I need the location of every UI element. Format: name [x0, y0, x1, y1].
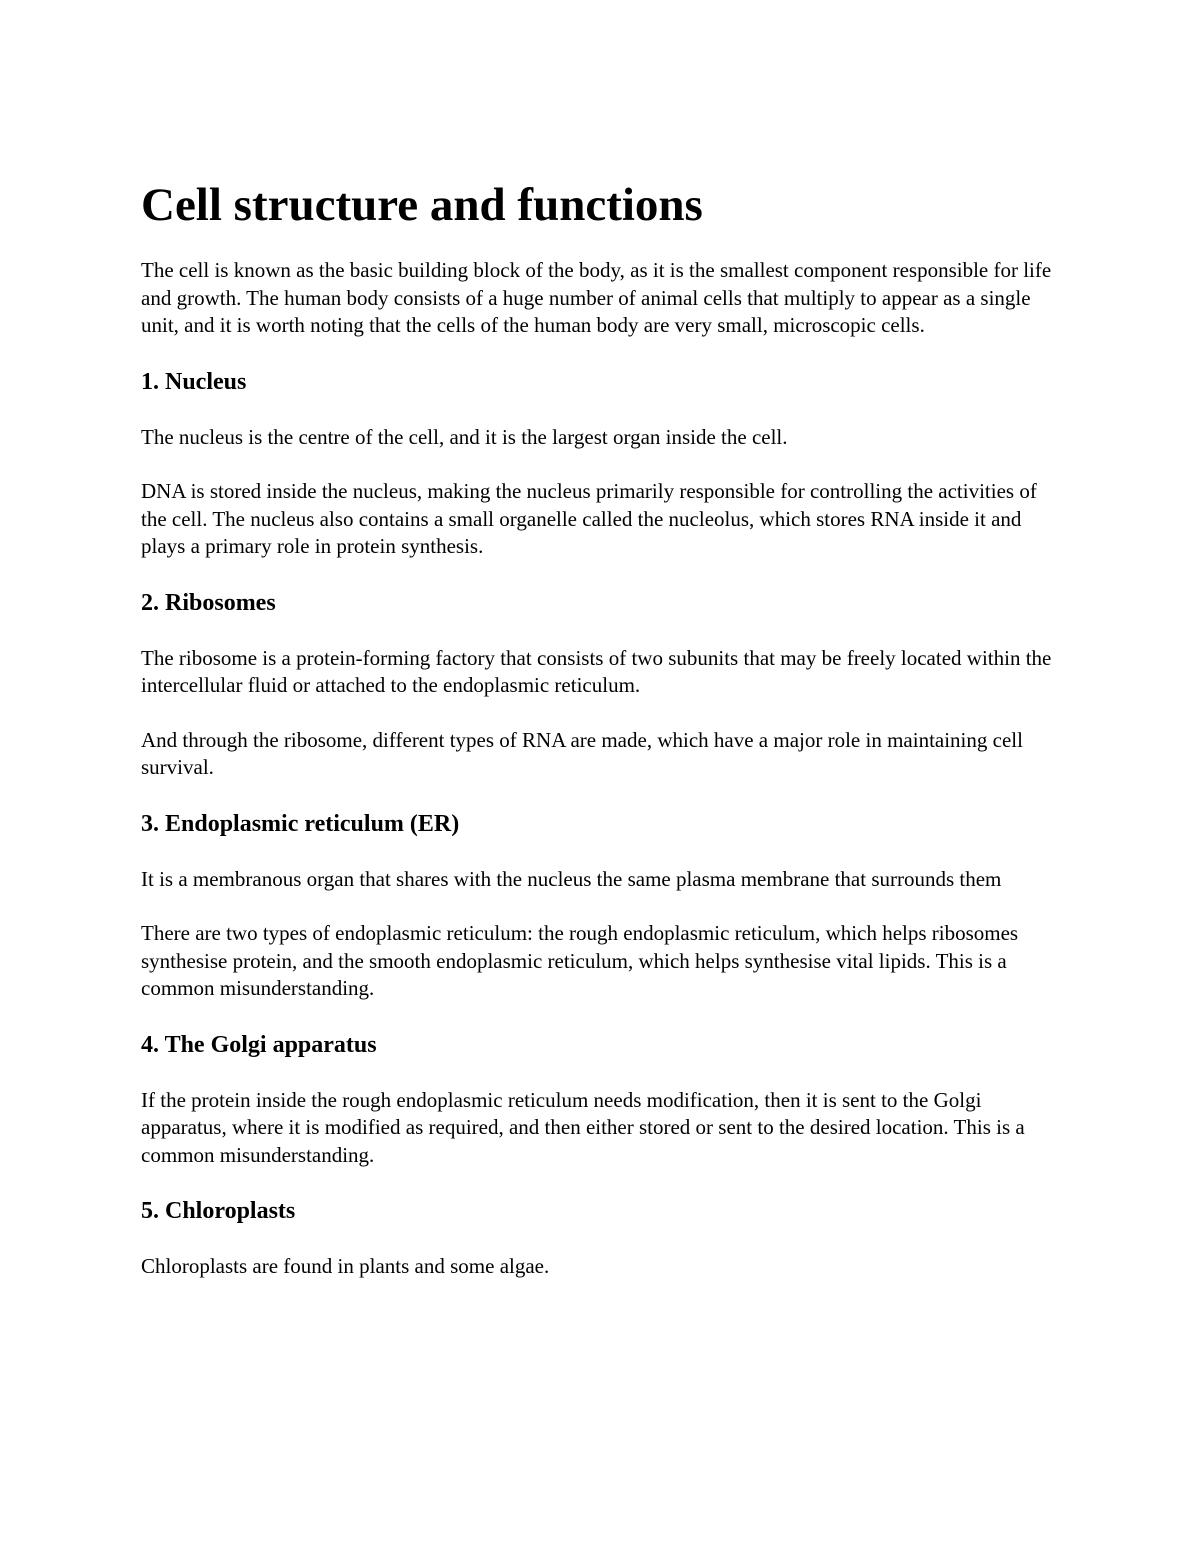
section-paragraph: And through the ribosome, different types of RNA are made, which have a major role in maintaining cell survival.	[141, 727, 1023, 779]
section-paragraph: The ribosome is a protein-forming factory that consists of two subunits that may be freely located within the intercellular fluid or attached to the endoplasmic reticulum.	[141, 645, 1052, 697]
section-paragraph: It is a membranous organ that shares with the nucleus the same plasma membrane that surrounds them	[141, 866, 1002, 891]
document-body	[141, 177, 1061, 1308]
intro-paragraph: The cell is known as the basic building block of the body, as it is the smallest component responsible for life and growth. The human body consists of a huge number of animal cells that multiply to appear as a single unit, and it is worth noting that the cells of the human body are very small, microscopic cells.	[141, 258, 1052, 337]
section-nucleus	[141, 367, 1061, 561]
section-chloroplasts	[141, 1196, 1061, 1281]
section-heading: 1. Nucleus	[141, 368, 247, 395]
section-heading: 2. Ribosomes	[141, 589, 276, 616]
section-endoplasmic-reticulum	[141, 809, 1061, 1003]
document-title: Cell structure and functions	[141, 179, 703, 231]
section-ribosomes	[141, 588, 1061, 782]
section-paragraph: DNA is stored inside the nucleus, making the nucleus primarily responsible for controlling the activities of the cell. The nucleus also contains a small organelle called the nucleolus, which stores RNA inside it and plays a primary role in protein synthesis.	[141, 479, 1037, 558]
section-heading: 5. Chloroplasts	[141, 1198, 296, 1224]
section-paragraph: If the protein inside the rough endoplasmic reticulum needs modification, then it is sent to the Golgi apparatus, where it is modified as required, and then either stored or sent to the desired location. This is a common misunderstanding.	[141, 1087, 1025, 1167]
section-paragraph: The nucleus is the centre of the cell, and it is the largest organ inside the cell.	[141, 424, 788, 449]
section-paragraph: There are two types of endoplasmic reticulum: the rough endoplasmic reticulum, which helps ribosomes synthesise protein, and the smooth endoplasmic reticulum, which helps synthesise vital lipids. This is a common misunderstanding.	[141, 921, 1019, 1000]
section-heading: 4. The Golgi apparatus	[141, 1031, 377, 1058]
section-golgi-apparatus	[141, 1030, 1061, 1170]
section-paragraph: Chloroplasts are found in plants and some algae.	[141, 1254, 550, 1278]
section-heading: 3. Endoplasmic reticulum (ER)	[141, 810, 460, 837]
